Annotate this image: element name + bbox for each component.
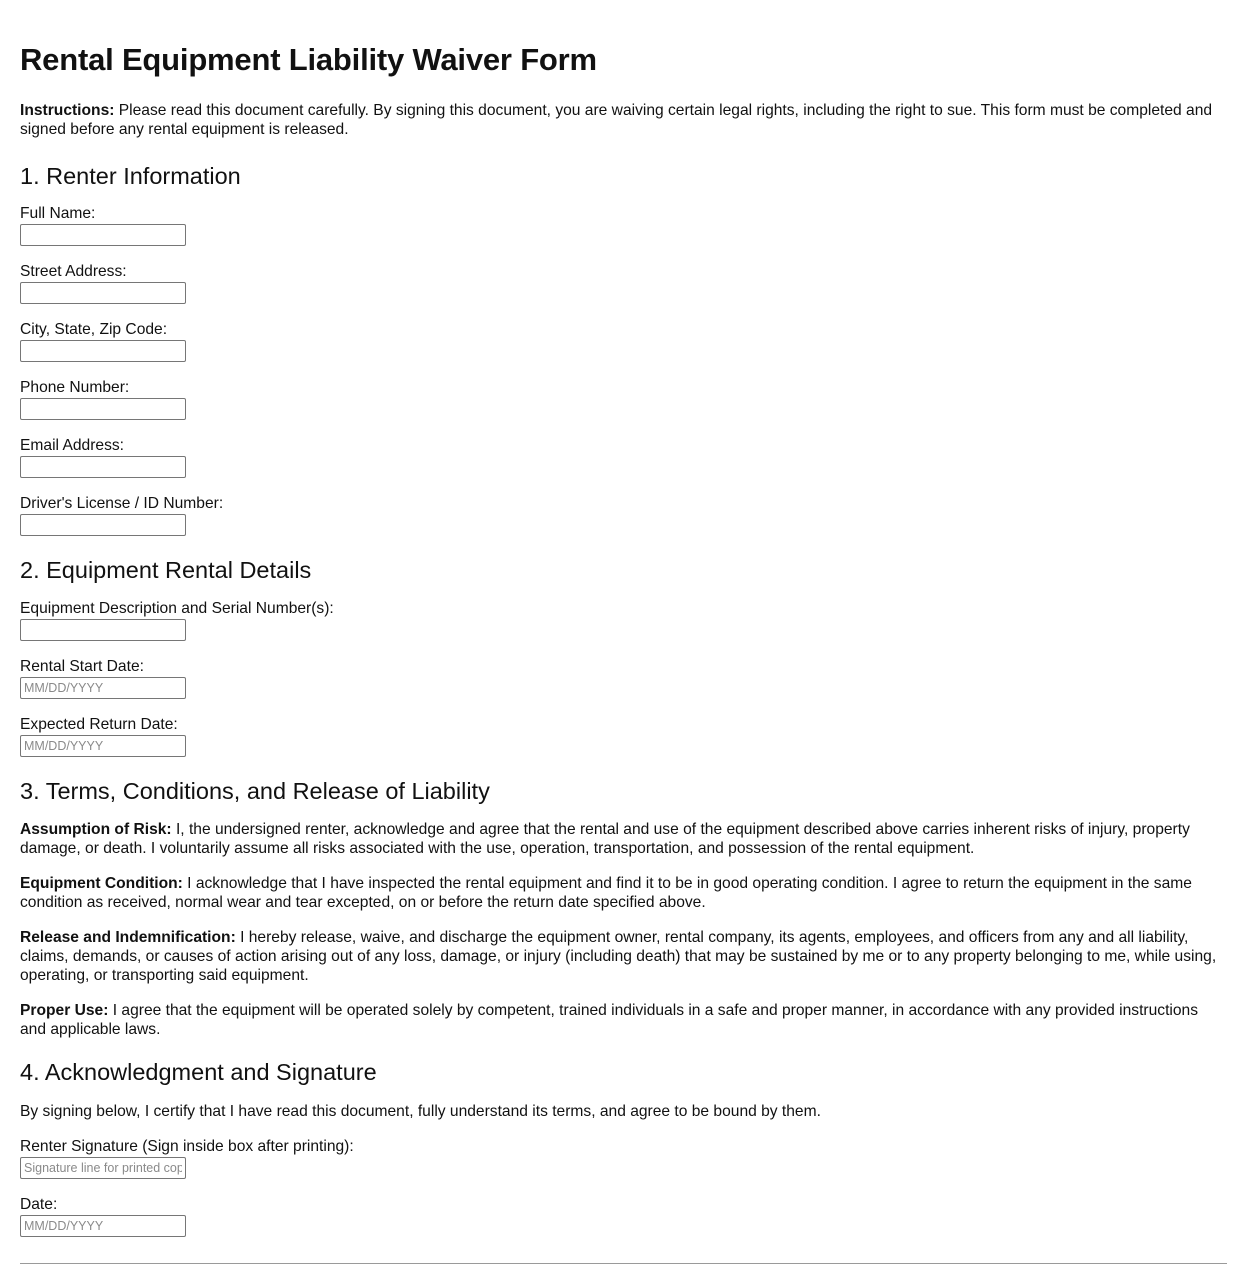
license-input[interactable] (20, 514, 186, 536)
email-input[interactable] (20, 456, 186, 478)
return-date-group (20, 715, 1227, 757)
license-label: Driver's License / ID Number: (20, 495, 224, 512)
proper-use-text: I agree that the equipment will be operated solely by competent, trained individuals in a safe and proper manner, in accordance with any provided instructions and applicable laws. (20, 1002, 1199, 1038)
return-date-input[interactable] (20, 735, 186, 757)
phone-label: Phone Number: (20, 379, 130, 396)
full-name-group (20, 204, 1227, 246)
email-group (20, 436, 1227, 478)
section-heading-signature: 4. Acknowledgment and Signature (20, 1059, 377, 1085)
proper-use-label: Proper Use: (20, 1002, 109, 1019)
signature-date-label: Date: (20, 1196, 58, 1213)
equipment-description-label: Equipment Description and Serial Number(s): (20, 600, 334, 617)
instructions (20, 101, 1220, 139)
signature-group (20, 1137, 1227, 1179)
equipment-condition-paragraph (20, 874, 1225, 912)
signature-date-input[interactable] (20, 1215, 186, 1237)
equipment-description-input[interactable] (20, 619, 186, 641)
phone-input[interactable] (20, 398, 186, 420)
equipment-condition-label: Equipment Condition: (20, 875, 183, 892)
signature-label: Renter Signature (Sign inside box after printing): (20, 1138, 354, 1155)
rental-start-date-input[interactable] (20, 677, 186, 699)
equipment-description-group (20, 599, 1227, 641)
certification-statement: By signing below, I certify that I have read this document, fully understand its terms, and agree to be bound by them. (20, 1103, 821, 1120)
release-indemnification-text: I hereby release, waive, and discharge the equipment owner, rental company, its agents, employees, and officers from any and all liability, claims, demands, or causes of action arising out of any loss, damage, or injury (including death) that may be sustained by me or to any property belonging to me, while using, operating, or transporting said equipment. (20, 929, 1217, 984)
bottom-divider (20, 1263, 1227, 1264)
street-address-label: Street Address: (20, 263, 127, 280)
signature-input[interactable] (20, 1157, 186, 1179)
signature-date-group (20, 1195, 1227, 1237)
return-date-label: Expected Return Date: (20, 716, 178, 733)
assumption-of-risk-text: I, the undersigned renter, acknowledge and agree that the rental and use of the equipment described above carries inherent risks of injury, property damage, or death. I voluntarily assume all risks associated with the use, operation, transportation, and possession of the rental equipment. (20, 821, 1190, 857)
assumption-of-risk-paragraph (20, 820, 1225, 858)
city-state-zip-input[interactable] (20, 340, 186, 362)
rental-start-date-group (20, 657, 1227, 699)
equipment-condition-text: I acknowledge that I have inspected the rental equipment and find it to be in good operating condition. I agree to return the equipment in the same condition as received, normal wear and tear excepted, on or before the return date specified above. (20, 875, 1192, 911)
section-heading-equipment: 2. Equipment Rental Details (20, 557, 312, 583)
rental-start-date-label: Rental Start Date: (20, 658, 144, 675)
assumption-of-risk-label: Assumption of Risk: (20, 821, 172, 838)
street-address-input[interactable] (20, 282, 186, 304)
instructions-label: Instructions: (20, 102, 115, 119)
email-label: Email Address: (20, 437, 125, 454)
full-name-input[interactable] (20, 224, 186, 246)
section-heading-terms: 3. Terms, Conditions, and Release of Liability (20, 778, 490, 804)
street-address-group (20, 262, 1227, 304)
release-indemnification-paragraph (20, 928, 1225, 985)
page-title: Rental Equipment Liability Waiver Form (20, 42, 597, 77)
proper-use-paragraph (20, 1001, 1225, 1039)
phone-group (20, 378, 1227, 420)
instructions-text: Please read this document carefully. By signing this document, you are waiving certain legal rights, including the right to sue. This form must be completed and signed before any rental equipment is released. (20, 102, 1213, 138)
section-heading-renter: 1. Renter Information (20, 163, 241, 189)
full-name-label: Full Name: (20, 205, 96, 222)
release-indemnification-label: Release and Indemnification: (20, 929, 236, 946)
license-group (20, 494, 1227, 536)
city-state-zip-group (20, 320, 1227, 362)
city-state-zip-label: City, State, Zip Code: (20, 321, 168, 338)
